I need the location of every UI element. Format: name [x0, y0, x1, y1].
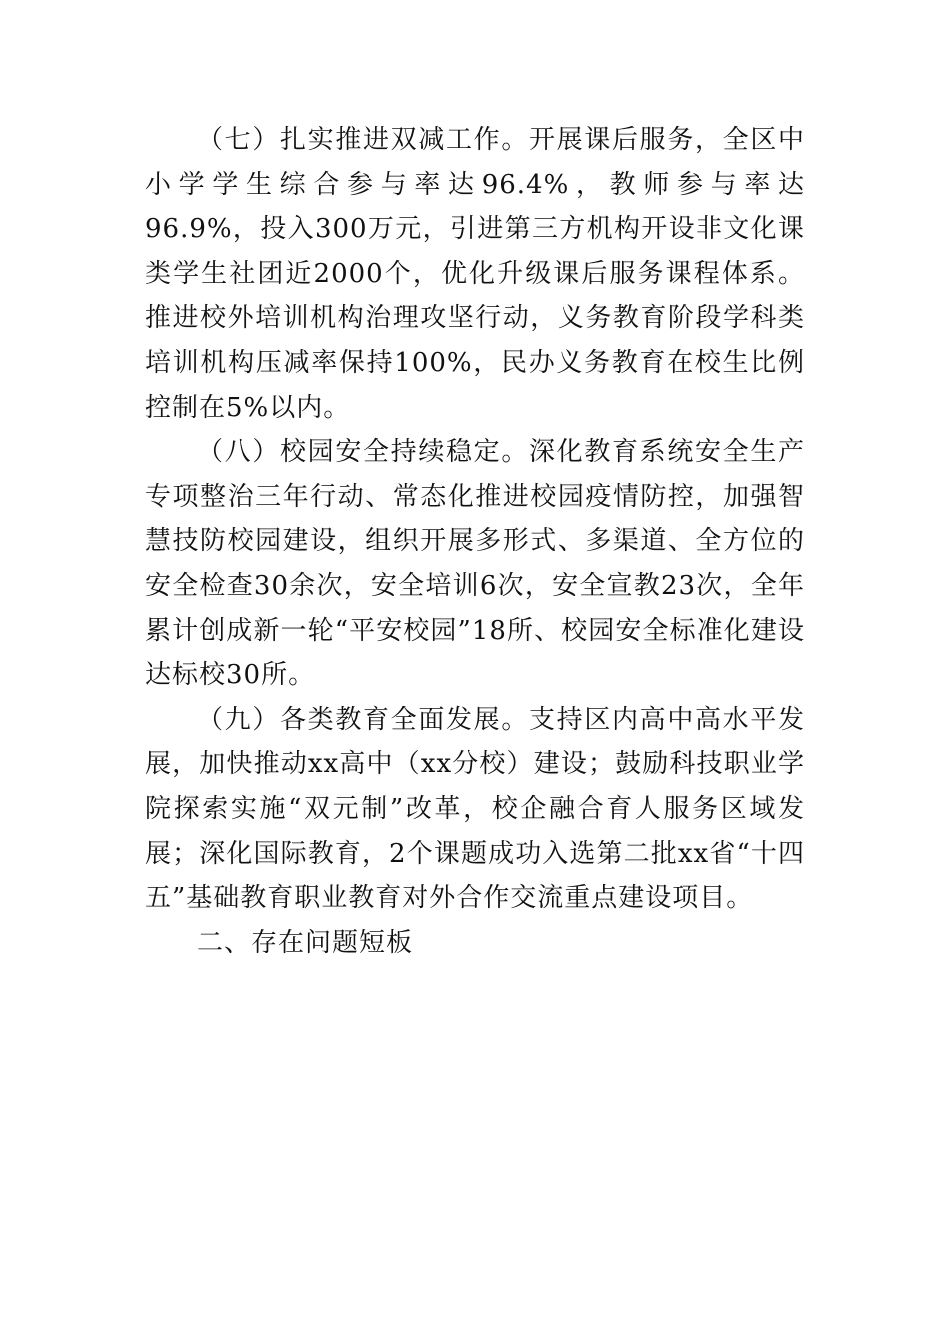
paragraph-double-reduction: （七）扎实推进双减工作。开展课后服务，全区中小学学生综合参与率达96.4%，教师参与率达96.9%，投入300万元，引进第三方机构开设非文化课类学生社团近2000个，优化升级课后服务课程体系。推进校外培训机构治理攻坚行动，义务教育阶段学科类培训机构压减率保持100%，民办义务教育在校生比例控制在5%以内。 [145, 125, 805, 423]
paragraph-education-development: （九）各类教育全面发展。支持区内高中高水平发展，加快推动xx高中（xx分校）建设；鼓励科技职业学院探索实施“双元制”改革，校企融合育人服务区域发展；深化国际教育，2个课题成功入选第二批xx省“十四五”基础教育职业教育对外合作交流重点建设项目。 [145, 704, 805, 914]
paragraph-campus-safety: （八）校园安全持续稳定。深化教育系统安全生产专项整治三年行动、常态化推进校园疫情防控，加强智慧技防校园建设，组织开展多形式、多渠道、全方位的安全检查30余次，安全培训6次，安全宣教23次，全年累计创成新一轮“平安校园”18所、校园安全标准化建设达标校30所。 [145, 437, 805, 691]
document-body [145, 118, 805, 965]
section-heading-problems: 二、存在问题短板 [197, 927, 414, 958]
